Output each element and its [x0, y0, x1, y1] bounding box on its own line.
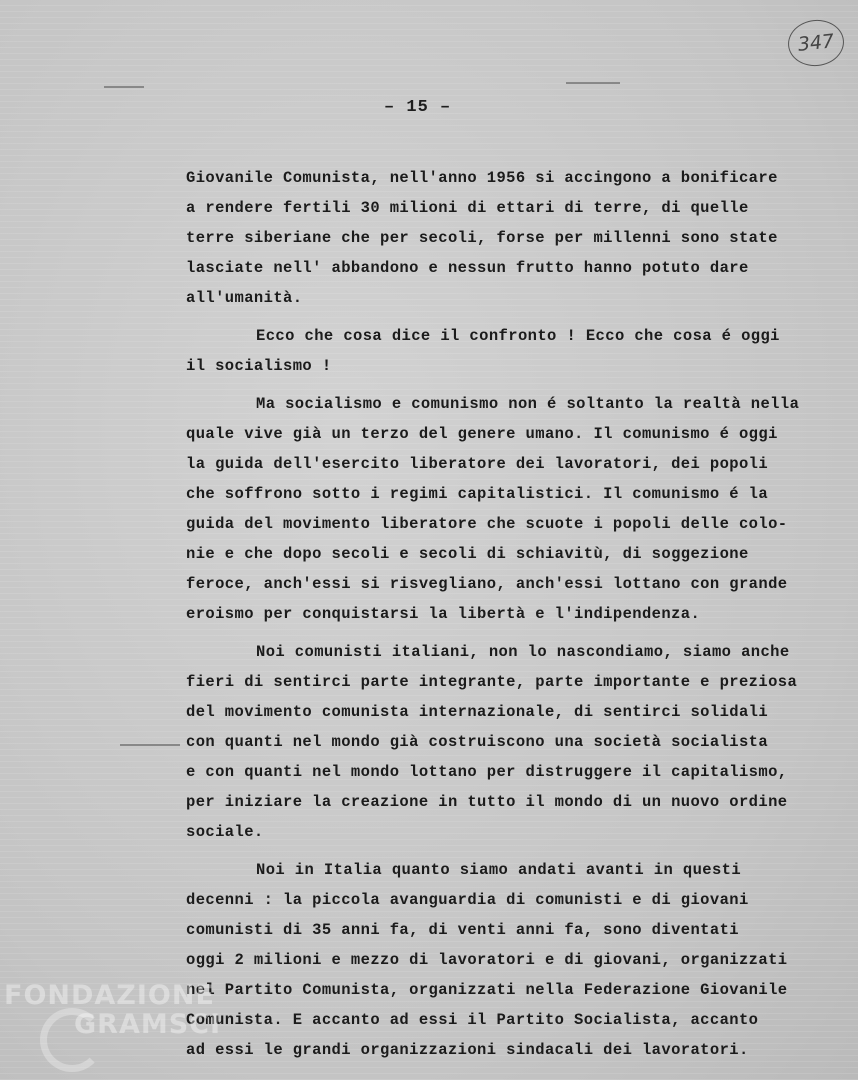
- document-body: [186, 163, 836, 1065]
- text-line: che soffrono sotto i regimi capitalistici. Il comunismo é la: [186, 485, 769, 503]
- text-line: fieri di sentirci parte integrante, parte importante e preziosa: [186, 673, 798, 691]
- text-line: Noi in Italia quanto siamo andati avanti in questi: [256, 861, 742, 879]
- text-line: nie e che dopo secoli e secoli di schiavitù, di soggezione: [186, 545, 749, 563]
- archive-number-annotation: 347: [786, 17, 847, 69]
- paragraph-5: [186, 855, 836, 1065]
- scan-mark-left: [104, 86, 144, 88]
- paragraph-3: [186, 389, 836, 629]
- paragraph-4: [186, 637, 836, 847]
- text-line: lasciate nell' abbandono e nessun frutto hanno potuto dare: [186, 259, 749, 277]
- text-line: Ma socialismo e comunismo non é soltanto la realtà nella: [256, 395, 800, 413]
- text-line: ad essi le grandi organizzazioni sindacali dei lavoratori.: [186, 1041, 749, 1059]
- watermark-line-1: FONDAZIONE: [4, 980, 215, 1011]
- text-line: all'umanità.: [186, 289, 303, 307]
- text-line: Ecco che cosa dice il confronto ! Ecco che cosa é oggi: [256, 327, 780, 345]
- text-line: decenni : la piccola avanguardia di comunisti e di giovani: [186, 891, 749, 909]
- scan-mark-middle: [120, 744, 180, 746]
- text-line: guida del movimento liberatore che scuote i popoli delle colo-: [186, 515, 788, 533]
- text-line: comunisti di 35 anni fa, di venti anni fa, sono diventati: [186, 921, 739, 939]
- text-line: e con quanti nel mondo lottano per distruggere il capitalismo,: [186, 763, 788, 781]
- text-line: feroce, anch'essi si risvegliano, anch'essi lottano con grande: [186, 575, 788, 593]
- text-line: quale vive già un terzo del genere umano. Il comunismo é oggi: [186, 425, 778, 443]
- text-line: del movimento comunista internazionale, di sentirci solidali: [186, 703, 769, 721]
- text-line: nel Partito Comunista, organizzati nella Federazione Giovanile: [186, 981, 788, 999]
- text-line: Giovanile Comunista, nell'anno 1956 si accingono a bonificare: [186, 169, 778, 187]
- text-line: per iniziare la creazione in tutto il mondo di un nuovo ordine: [186, 793, 788, 811]
- text-line: a rendere fertili 30 milioni di ettari di terre, di quelle: [186, 199, 749, 217]
- text-line: eroismo per conquistarsi la libertà e l'indipendenza.: [186, 605, 701, 623]
- text-line: Comunista. E accanto ad essi il Partito Socialista, accanto: [186, 1011, 759, 1029]
- page-number: – 15 –: [384, 98, 452, 117]
- fondazione-gramsci-watermark: [4, 982, 221, 1038]
- text-line: oggi 2 milioni e mezzo di lavoratori e di giovani, organizzati: [186, 951, 788, 969]
- text-line: con quanti nel mondo già costruiscono una società socialista: [186, 733, 769, 751]
- text-line: terre siberiane che per secoli, forse per millenni sono state: [186, 229, 778, 247]
- text-line: il socialismo !: [186, 357, 332, 375]
- paragraph-2: [186, 321, 836, 381]
- text-line: sociale.: [186, 823, 264, 841]
- text-line: la guida dell'esercito liberatore dei lavoratori, dei popoli: [186, 455, 769, 473]
- scan-mark-top: [566, 82, 620, 84]
- watermark-line-2: GRAMSCI: [74, 1009, 222, 1040]
- text-line: Noi comunisti italiani, non lo nascondiamo, siamo anche: [256, 643, 790, 661]
- watermark-g-logo-icon: [40, 1008, 104, 1072]
- paragraph-1: [186, 163, 836, 313]
